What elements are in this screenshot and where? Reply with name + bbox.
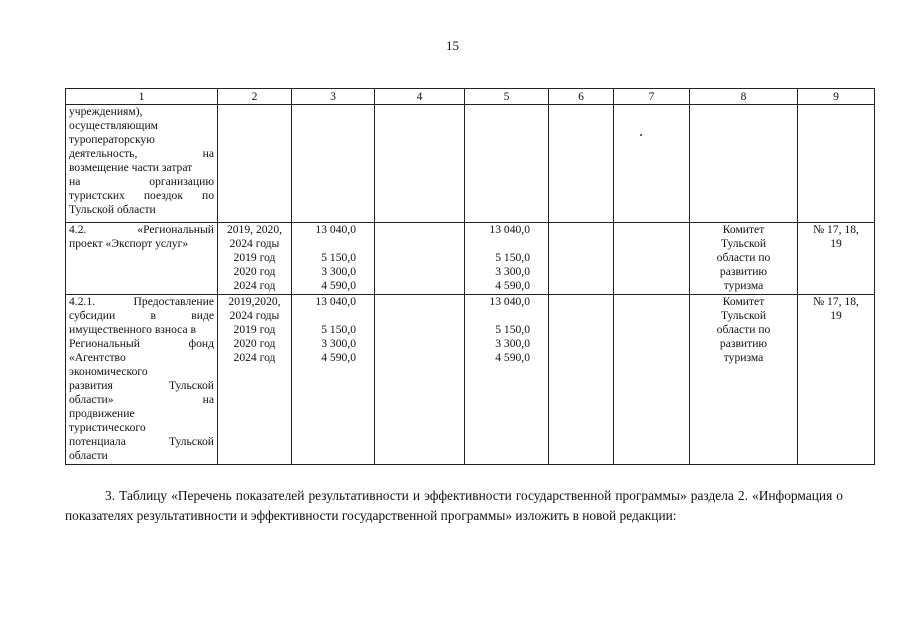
text-line: Комитет xyxy=(722,295,765,308)
spacer xyxy=(295,309,356,323)
text-line: развития Тульской xyxy=(69,379,214,392)
empty-cell xyxy=(549,105,614,223)
header-cell-2: 2 xyxy=(218,89,292,105)
text-line: деятельность, на xyxy=(69,147,214,160)
text-line: Тульской области xyxy=(69,203,156,216)
text-line: туристического xyxy=(69,421,146,434)
text-line: 2024 год xyxy=(233,279,276,292)
text-line: Региональный фонд xyxy=(69,337,214,350)
text-line: 19 xyxy=(830,309,842,322)
empty-cell xyxy=(218,105,292,223)
text-line: 2019,2020, xyxy=(228,295,281,308)
text-line: продвижение xyxy=(69,407,135,420)
text-line: 2024 годы xyxy=(229,309,280,322)
header-row xyxy=(66,89,875,105)
executor-cell xyxy=(690,295,798,465)
empty-cell xyxy=(614,295,690,465)
amount-value: 5 150,0 xyxy=(495,251,530,264)
header-cell-3: 3 xyxy=(292,89,375,105)
page-number: 15 xyxy=(446,38,459,53)
text-line: субсидии в виде xyxy=(69,309,214,322)
header-cell-1: 1 xyxy=(66,89,218,105)
amount-value: 13 040,0 xyxy=(489,295,530,308)
amount-value: 3 300,0 xyxy=(321,265,356,278)
text-line: 2019 год xyxy=(233,251,276,264)
text-line: туризма xyxy=(723,351,764,364)
text-line: туроператорскую xyxy=(69,133,155,146)
text-line: 4.2. «Региональный xyxy=(69,223,214,236)
header-cell-7: 7 xyxy=(614,89,690,105)
text-line: Тульской xyxy=(720,237,767,250)
text-line: «Агентство xyxy=(69,351,126,364)
text-line: учреждениям), xyxy=(69,105,143,118)
amount-value: 13 040,0 xyxy=(489,223,530,236)
indicator-cell xyxy=(798,223,875,295)
period-cell xyxy=(218,295,292,465)
text-line: экономического xyxy=(69,365,148,378)
amount-value: 13 040,0 xyxy=(315,295,356,308)
amount-value: 3 300,0 xyxy=(495,337,530,350)
indicator-cell xyxy=(798,295,875,465)
table-row xyxy=(66,295,875,465)
amount-cell xyxy=(292,295,375,465)
text-line: № 17, 18, xyxy=(813,295,859,308)
text-line: развитию xyxy=(719,265,768,278)
row-description-cell xyxy=(66,105,218,223)
text-line: туризма xyxy=(723,279,764,292)
empty-cell xyxy=(375,295,465,465)
row-description-cell xyxy=(66,223,218,295)
table-row xyxy=(66,105,875,223)
executor-cell xyxy=(690,223,798,295)
text-line: 2019, 2020, xyxy=(226,223,283,236)
header-cell-6: 6 xyxy=(549,89,614,105)
text-line: развитию xyxy=(719,337,768,350)
empty-cell xyxy=(292,105,375,223)
text-line: проект «Экспорт услуг» xyxy=(69,237,189,250)
text-line: имущественного взноса в xyxy=(69,323,196,336)
text-line: Комитет xyxy=(722,223,765,236)
empty-cell xyxy=(614,105,690,223)
amount-value: 3 300,0 xyxy=(495,265,530,278)
text-line: на организацию xyxy=(69,175,214,188)
amount-value: 4 590,0 xyxy=(495,279,530,292)
text-line: области по xyxy=(716,251,771,264)
empty-cell xyxy=(375,105,465,223)
amount-value: 5 150,0 xyxy=(321,323,356,336)
text-line: области xyxy=(69,449,108,462)
scan-speck xyxy=(640,134,642,136)
amount-value: 4 590,0 xyxy=(321,351,356,364)
text-line: 2024 год xyxy=(233,351,276,364)
amount-value: 5 150,0 xyxy=(321,251,356,264)
amount-value: 3 300,0 xyxy=(321,337,356,350)
text-line: области по xyxy=(716,323,771,336)
amount-cell xyxy=(465,295,549,465)
empty-cell xyxy=(614,223,690,295)
text-line: Тульской xyxy=(720,309,767,322)
row-description-cell xyxy=(66,295,218,465)
amount-value: 4 590,0 xyxy=(321,279,356,292)
amount-value: 5 150,0 xyxy=(495,323,530,336)
empty-cell xyxy=(549,295,614,465)
text-line: 2024 годы xyxy=(229,237,280,250)
amount-cell xyxy=(292,223,375,295)
text-line: осуществляющим xyxy=(69,119,159,132)
header-cell-5: 5 xyxy=(465,89,549,105)
spacer xyxy=(295,237,356,251)
spacer xyxy=(468,237,530,251)
text-line: туристских поездок по xyxy=(69,189,214,202)
text-line: № 17, 18, xyxy=(813,223,859,236)
header-cell-9: 9 xyxy=(798,89,875,105)
text-line: области» на xyxy=(69,393,214,406)
text-line: возмещение части затрат xyxy=(69,161,193,174)
empty-cell xyxy=(549,223,614,295)
empty-cell xyxy=(690,105,798,223)
amount-value: 13 040,0 xyxy=(315,223,356,236)
empty-cell xyxy=(375,223,465,295)
empty-cell xyxy=(798,105,875,223)
header-cell-4: 4 xyxy=(375,89,465,105)
body-paragraph: 3. Таблицу «Перечень показателей результативности и эффективности государственной программы» раздела 2. «Информация о показателях результативности и эффективности государственной программы» изложить в новой редакции: xyxy=(65,488,843,523)
text-line: 2019 год xyxy=(233,323,276,336)
text-line: 19 xyxy=(830,237,842,250)
program-table xyxy=(65,88,875,465)
text-line: потенциала Тульской xyxy=(69,435,214,448)
header-cell-8: 8 xyxy=(690,89,798,105)
text-line: 4.2.1. Предоставление xyxy=(69,295,214,308)
amount-value: 4 590,0 xyxy=(495,351,530,364)
text-line: 2020 год xyxy=(233,337,276,350)
text-line: 2020 год xyxy=(233,265,276,278)
empty-cell xyxy=(465,105,549,223)
spacer xyxy=(468,309,530,323)
table-row xyxy=(66,223,875,295)
amount-cell xyxy=(465,223,549,295)
period-cell xyxy=(218,223,292,295)
